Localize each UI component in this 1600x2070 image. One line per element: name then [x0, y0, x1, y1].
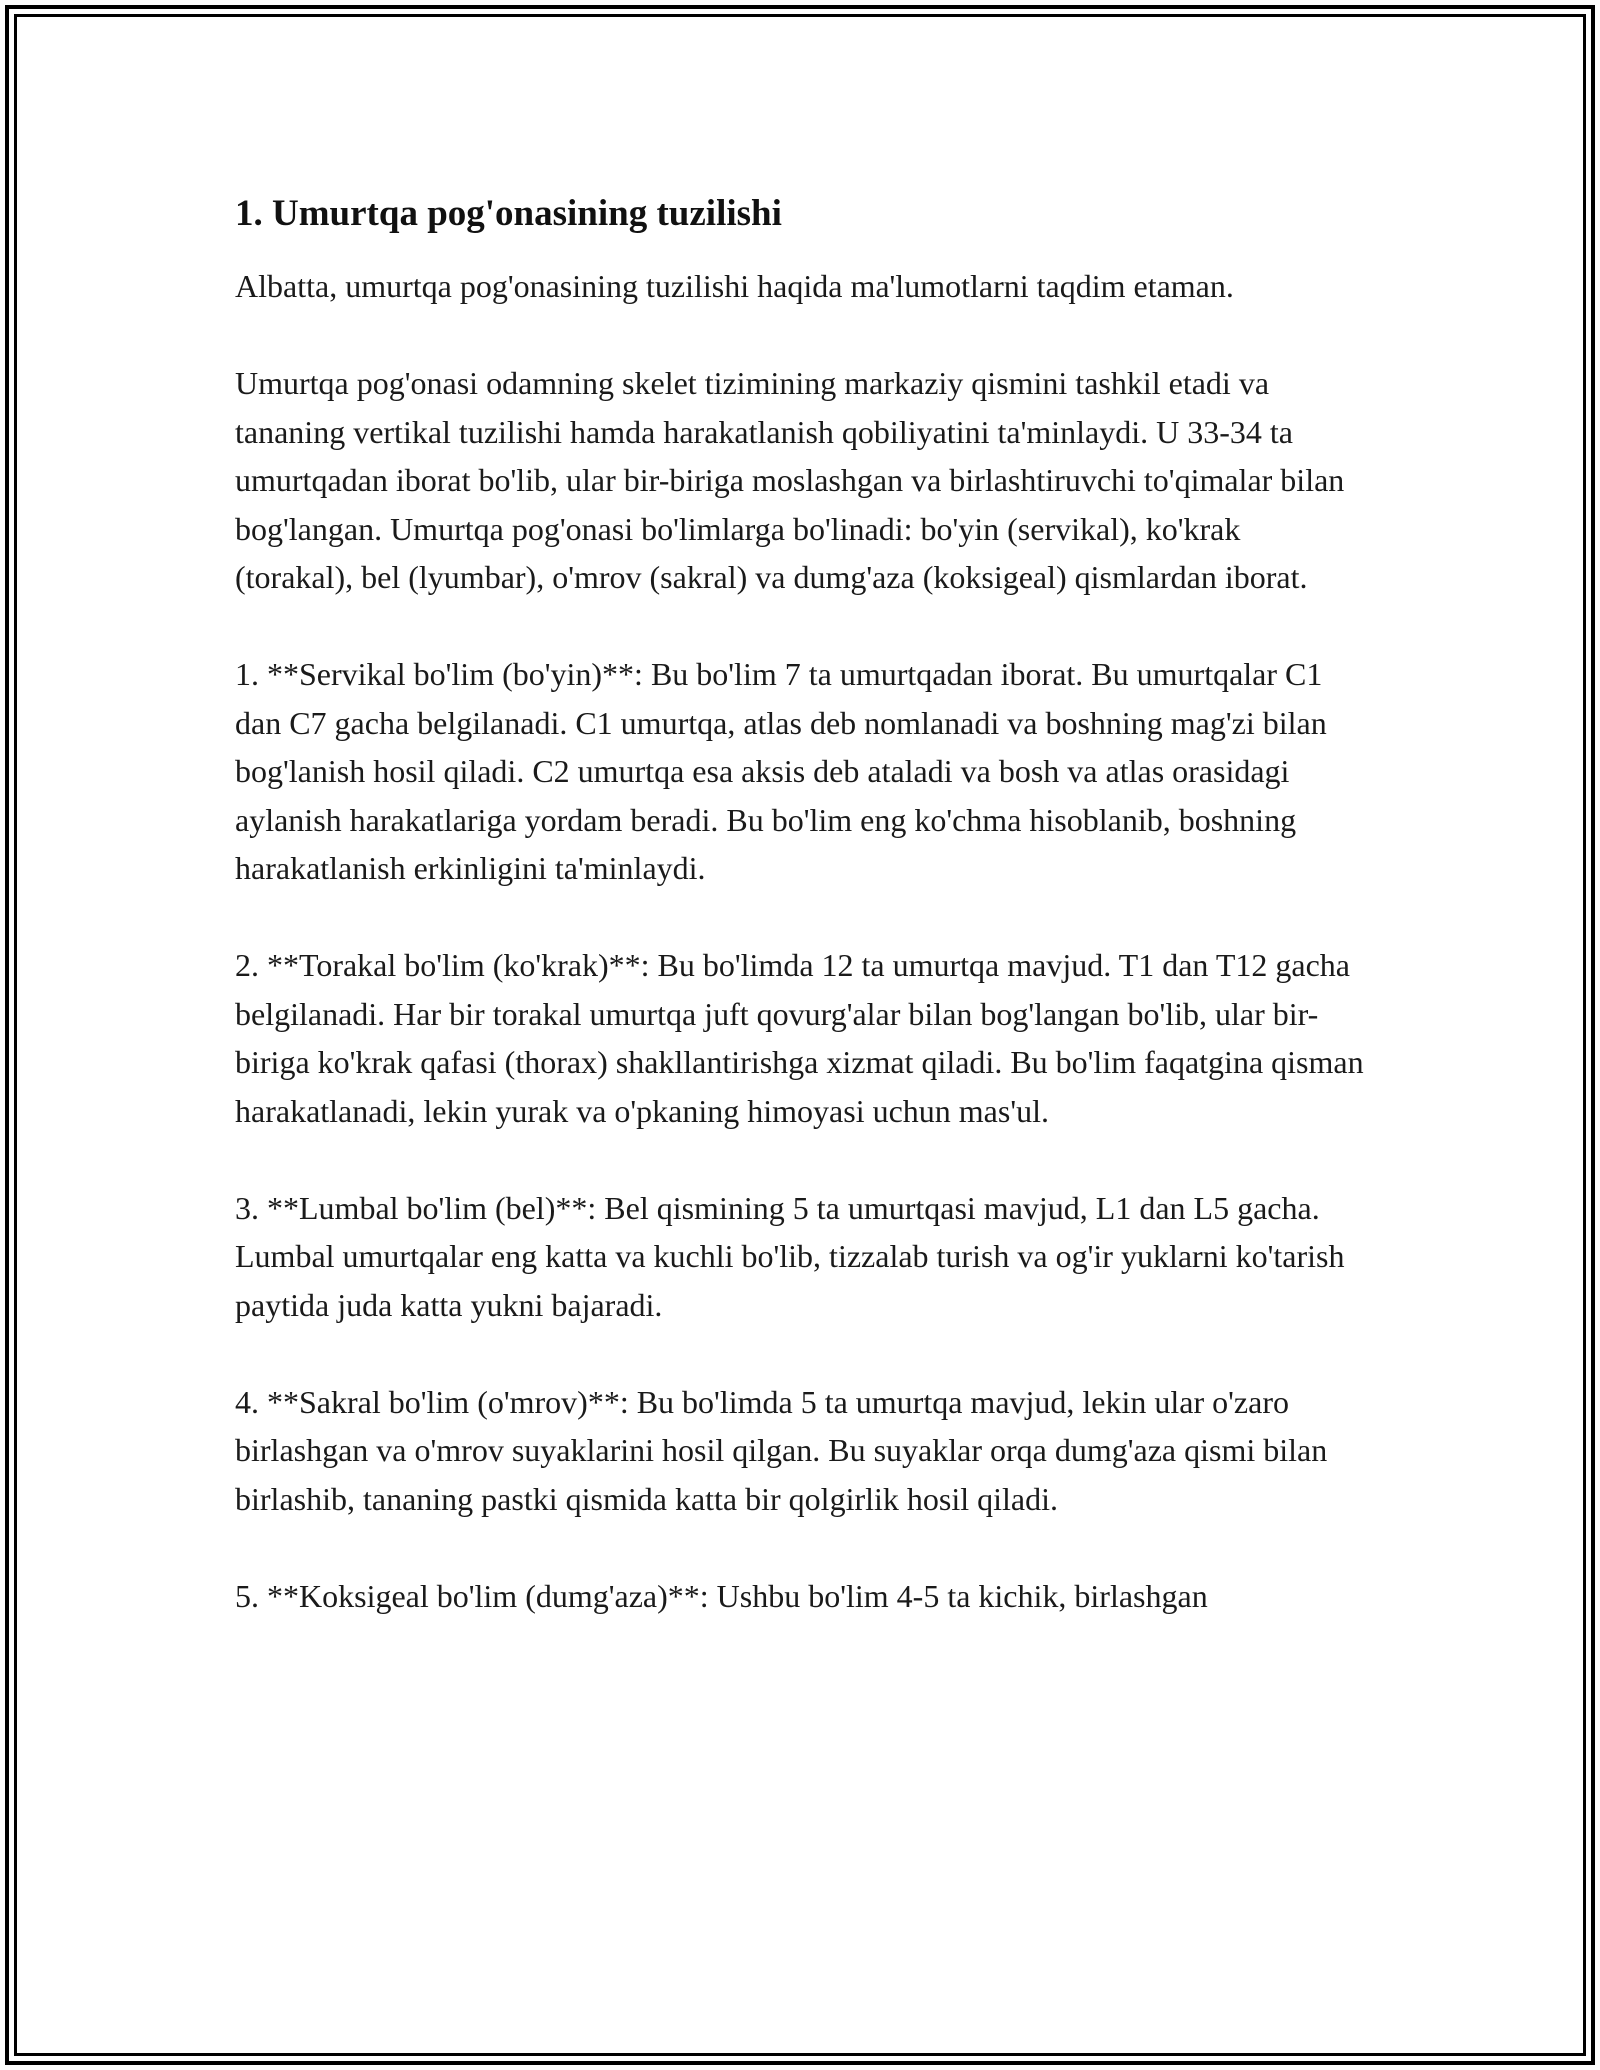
document-body — [235, 190, 1365, 1620]
paragraph-intro: Albatta, umurtqa pog'onasining tuzilishi haqida ma'lumotlarni taqdim etaman. — [235, 268, 1234, 304]
page-title: 1. Umurtqa pog'onasining tuzilishi — [235, 193, 782, 234]
paragraph-coccygeal: 5. **Koksigeal bo'lim (dumg'aza)**: Ushbu bo'lim 4-5 ta kichik, birlashgan — [235, 1577, 1208, 1614]
paragraph-sacral: 4. **Sakral bo'lim (o'mrov)**: Bu bo'limda 5 ta umurtqa mavjud, lekin ular o'zaro birlashgan va o'mrov suyaklarini hosil qilgan. Bu suyaklar orqa dumg'aza qismi bilan birlashib, tananing pastki qismida katta bir qolgirlik hosil qiladi. — [235, 1383, 1328, 1517]
paragraph-thoracic: 2. **Torakal bo'lim (ko'krak)**: Bu bo'limda 12 ta umurtqa mavjud. T1 dan T12 gacha belgilanadi. Har bir torakal umurtqa juft qovurg'alar bilan bog'langan bo'lib, ular bir-biriga ko'krak qafasi (thorax) shakllantirishga xizmat qiladi. Bu bo'lim faqatgina qisman harakatlanadi, lekin yurak va o'pkaning himoyasi uchun mas'ul. — [235, 947, 1364, 1129]
paragraph-overview: Umurtqa pog'onasi odamning skelet tizimining markaziy qismini tashkil etadi va tananing vertikal tuzilishi hamda harakatlanish qobiliyatini ta'minlaydi. U 33-34 ta umurtqadan iborat bo'lib, ular bir-biriga moslashgan va birlashtiruvchi to'qimalar bilan bog'langan. Umurtqa pog'onasi bo'limlarga bo'linadi: bo'yin (servikal), ko'krak (torakal), bel (lyumbar), o'mrov (sakral) va dumg'aza (koksigeal) qismlardan iborat. — [235, 365, 1345, 595]
paragraph-cervical: 1. **Servikal bo'lim (bo'yin)**: Bu bo'lim 7 ta umurtqadan iborat. Bu umurtqalar C1 dan C7 gacha belgilanadi. C1 umurtqa, atlas deb nomlanadi va boshning mag'zi bilan bog'lanish hosil qiladi. C2 umurtqa esa aksis deb ataladi va bosh va atlas orasidagi aylanish harakatlariga yordam beradi. Bu bo'lim eng ko'chma hisoblanib, boshning harakatlanish erkinligini ta'minlaydi. — [235, 656, 1327, 886]
paragraph-lumbar: 3. **Lumbal bo'lim (bel)**: Bel qismining 5 ta umurtqasi mavjud, L1 dan L5 gacha. Lumbal umurtqalar eng katta va kuchli bo'lib, tizzalab turish va og'ir yuklarni ko'tarish paytida juda katta yukni bajaradi. — [235, 1189, 1345, 1323]
